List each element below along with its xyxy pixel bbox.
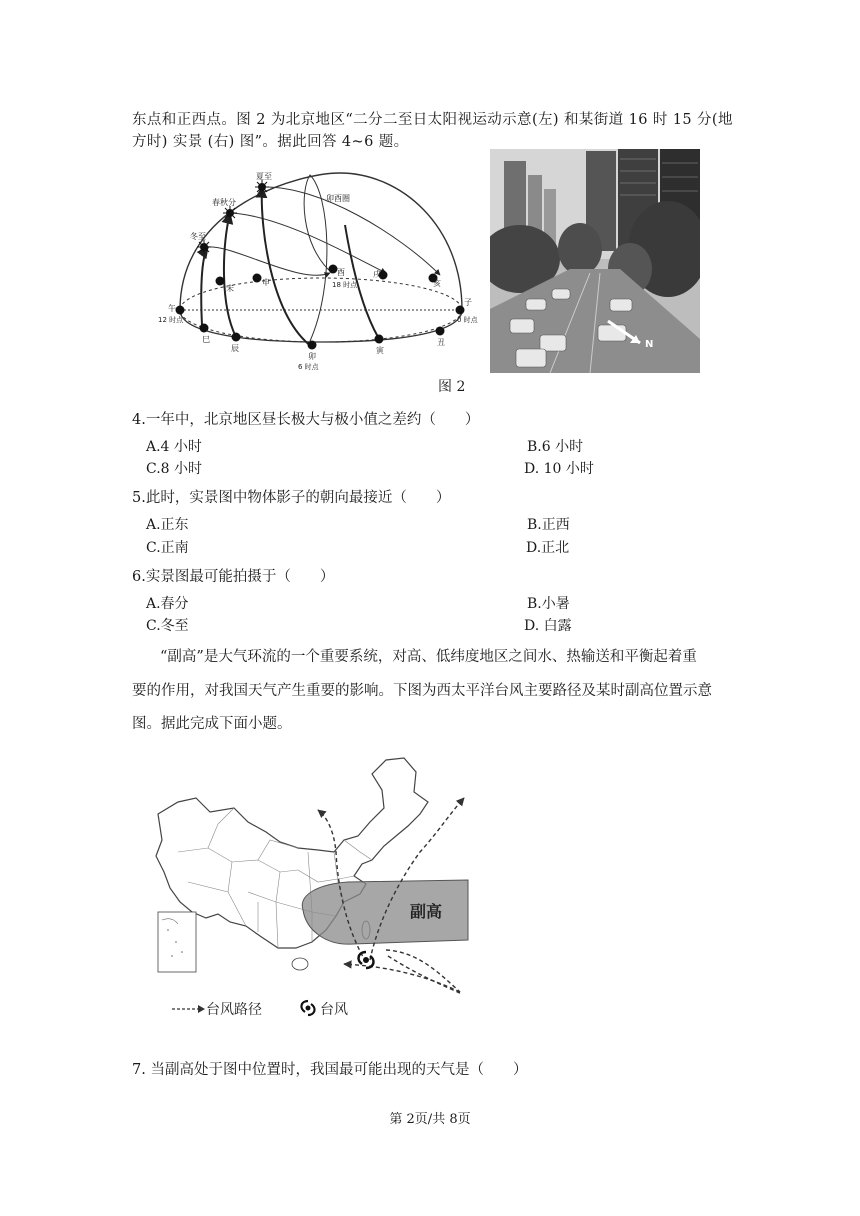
question-4-option-a[interactable]: A.4 小时 (146, 439, 202, 455)
question-4-option-b[interactable]: B.6 小时 (527, 439, 584, 455)
passage-line-2: 要的作用，对我国天气产生重要的影响。下图为西太平洋台风主要路径及某时副高位置示意 (132, 683, 712, 699)
passage-line-3: 图。据此完成下面小题。 (132, 716, 292, 732)
intro-line-2: 方时) 实景 (右) 图”。据此回答 4~6 题。 (132, 134, 409, 150)
branch-zi-time: 0 时点 (457, 316, 478, 324)
label-winter: 冬至 (190, 232, 206, 241)
branch-xu: 戌 (373, 270, 381, 279)
question-6-option-a[interactable]: A.春分 (146, 596, 189, 612)
question-6-stem: 6.实景图最可能拍摄于（ ） (132, 569, 335, 585)
question-6-option-c[interactable]: C.冬至 (146, 618, 189, 634)
question-5-option-a[interactable]: A.正东 (146, 517, 189, 533)
branch-si: 巳 (202, 335, 210, 344)
figure-caption: 图 2 (438, 379, 466, 395)
branch-chen: 辰 (231, 344, 239, 353)
label-equinox: 春秋分 (212, 198, 236, 207)
street-photo (490, 149, 700, 373)
question-4-stem: 4.一年中，北京地区昼长极大与极小值之差约（ ） (132, 412, 480, 428)
question-6-option-b[interactable]: B.小暑 (527, 596, 570, 612)
branch-wei: 未 (226, 284, 234, 293)
branch-wu: 午 (168, 304, 176, 313)
branch-you-time: 18 时点 (332, 281, 358, 289)
page-footer: 第 2页/共 8页 (389, 1112, 471, 1127)
legend-typhoon-icon (301, 1001, 314, 1015)
typhoon-icon (359, 952, 374, 968)
question-4-option-c[interactable]: C.8 小时 (146, 461, 203, 477)
question-7-stem: 7. 当副高处于图中位置时，我国最可能出现的天气是（ ） (132, 1062, 528, 1078)
intro-line-1: 东点和正西点。图 2 为北京地区“二分二至日太阳视运动示意(左) 和某街道 16 时 15 分(地 (132, 112, 733, 128)
sun-motion-diagram (150, 165, 490, 375)
branch-hai: 亥 (433, 279, 441, 288)
label-summer: 夏至 (256, 172, 272, 181)
branch-you: 酉 (337, 268, 345, 277)
question-5-option-c[interactable]: C.正南 (146, 540, 189, 556)
map-legend (172, 1001, 348, 1018)
branch-shen: 申 (262, 278, 270, 287)
question-5-option-b[interactable]: B.正西 (527, 517, 570, 533)
question-5-stem: 5.此时，实景图中物体影子的朝向最接近（ ） (132, 490, 451, 506)
typhoon-map (148, 752, 488, 1032)
passage-line-1: “副高”是大气环流的一个重要系统，对高、低纬度地区之间水、热输送和平衡起着重 (160, 649, 697, 665)
branch-yin: 寅 (376, 346, 384, 355)
question-6-option-d[interactable]: D. 白露 (524, 618, 572, 634)
legend-path-label: 台风路径 (206, 1002, 262, 1018)
branch-mao: 卯 (308, 352, 316, 361)
north-arrow-label: N (645, 339, 654, 350)
branch-wu-time: 12 时点 (158, 316, 184, 324)
question-4-option-d[interactable]: D. 10 小时 (524, 461, 594, 477)
subtropical-high-label: 副高 (410, 902, 443, 921)
branch-mao-time: 6 时点 (298, 363, 319, 371)
label-circle: 卯酉圈 (326, 194, 350, 203)
question-5-option-d[interactable]: D.正北 (526, 540, 570, 556)
legend-typhoon-label: 台风 (320, 1002, 348, 1018)
branch-chou: 丑 (437, 338, 445, 347)
branch-zi: 子 (464, 298, 472, 307)
